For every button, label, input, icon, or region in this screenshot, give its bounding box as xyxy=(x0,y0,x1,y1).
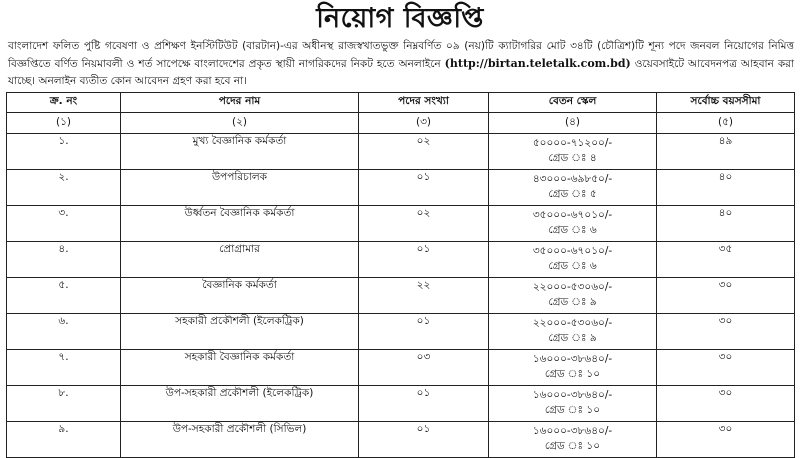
header-post-count: পদের সংখ্যা xyxy=(359,93,489,113)
pay-grade: গ্রেড ঃ ৯ xyxy=(548,296,597,308)
serial-cell: ৯. xyxy=(7,422,121,458)
notice-title: নিয়োগ বিজ্ঞপ্তি xyxy=(316,3,484,34)
table-row xyxy=(7,314,795,350)
post-count-cell: ০১ xyxy=(359,170,489,206)
column-number: (১) xyxy=(7,113,121,134)
post-name-cell: বৈজ্ঞানিক কর্মকর্তা xyxy=(121,278,359,314)
post-count-cell: ০২ xyxy=(359,206,489,242)
table-row xyxy=(7,350,795,386)
post-name-cell: উপ-সহকারী প্রকৌশলী (সিভিল) xyxy=(121,422,359,458)
application-website-link[interactable]: (http://birtan.teletalk.com.bd) xyxy=(444,57,631,70)
pay-scale-range: ৪৩০০০-৬৯৮৫০/- xyxy=(532,173,613,185)
pay-scale-cell xyxy=(489,278,657,314)
pay-scale-range: ১৬০০০-৩৮৬৪০/- xyxy=(532,425,613,437)
max-age-cell: ৩০ xyxy=(657,350,795,386)
pay-scale-cell xyxy=(489,386,657,422)
column-number-row xyxy=(7,113,795,134)
table-row xyxy=(7,170,795,206)
pay-scale-cell xyxy=(489,422,657,458)
max-age-cell: ৩০ xyxy=(657,314,795,350)
pay-scale-cell xyxy=(489,350,657,386)
column-number: (৪) xyxy=(489,113,657,134)
post-count-cell: ০১ xyxy=(359,386,489,422)
table-row xyxy=(7,206,795,242)
serial-cell: ১. xyxy=(7,134,121,170)
pay-grade: গ্রেড ঃ ৪ xyxy=(548,152,597,164)
pay-scale-range: ৩৫০০০-৬৭০১০/- xyxy=(532,245,613,257)
pay-scale-range: ১৬০০০-৩৮৬৪০/- xyxy=(532,353,613,365)
max-age-cell: ৪০ xyxy=(657,170,795,206)
post-count-cell: ০২ xyxy=(359,134,489,170)
pay-scale-cell xyxy=(489,242,657,278)
intro-text-part2: ওয়েবসাইটে আবেদনপত্র আহবান করা যাচ্ছে। অনলাইন ব্যতীত কোন আবেদন গ্রহণ করা হবে না। xyxy=(8,58,794,87)
vacancy-table xyxy=(6,92,795,458)
post-name-cell: উপপরিচালক xyxy=(121,170,359,206)
table-row xyxy=(7,386,795,422)
header-max-age: সর্বোচ্চ বয়সসীমা xyxy=(657,93,795,113)
max-age-cell: ৪০ xyxy=(657,206,795,242)
post-count-cell: ০১ xyxy=(359,242,489,278)
pay-scale-cell xyxy=(489,170,657,206)
serial-cell: ৬. xyxy=(7,314,121,350)
serial-cell: ৪. xyxy=(7,242,121,278)
pay-grade: গ্রেড ঃ ৬ xyxy=(548,224,597,236)
pay-scale-range: ৩৫০০০-৬৭০১০/- xyxy=(532,209,613,221)
pay-grade: গ্রেড ঃ ১০ xyxy=(544,440,601,452)
max-age-cell: ৩৫ xyxy=(657,242,795,278)
pay-scale-cell xyxy=(489,206,657,242)
table-row xyxy=(7,422,795,458)
max-age-cell: ৩০ xyxy=(657,278,795,314)
pay-scale-range: ২২০০০-৫৩০৬০/- xyxy=(532,317,613,329)
max-age-cell: ৪৯ xyxy=(657,134,795,170)
pay-grade: গ্রেড ঃ ১০ xyxy=(544,368,601,380)
serial-cell: ৩. xyxy=(7,206,121,242)
serial-cell: ২. xyxy=(7,170,121,206)
post-name-cell: উপ-সহকারী প্রকৌশলী (ইলেকট্রিক) xyxy=(121,386,359,422)
pay-scale-range: ১৬০০০-৩৮৬৪০/- xyxy=(532,389,613,401)
table-row xyxy=(7,242,795,278)
max-age-cell: ৩০ xyxy=(657,386,795,422)
column-number: (২) xyxy=(121,113,359,134)
pay-grade: গ্রেড ঃ ৯ xyxy=(548,332,597,344)
table-row xyxy=(7,134,795,170)
serial-cell: ৭. xyxy=(7,350,121,386)
post-count-cell: ২২ xyxy=(359,278,489,314)
pay-scale-range: ২২০০০-৫৩০৬০/- xyxy=(532,281,613,293)
header-serial: ক্র. নং xyxy=(7,93,121,113)
column-number: (৩) xyxy=(359,113,489,134)
notice-intro xyxy=(8,38,794,90)
post-count-cell: ০৩ xyxy=(359,350,489,386)
pay-scale-range: ৫০০০০-৭১২০০/- xyxy=(532,137,613,149)
intro-text-part1: বাংলাদেশ ফলিত পুষ্টি গবেষণা ও প্রশিক্ষণ ইনস্টিটিউট (বারটান)-এর অধীনস্থ রাজস্বখাতভুক্ত নিম্নবর্ণিত ০৯ (নয়)টি ক্যাটাগরির মোট ৩৪টি (চৌত্রিশ)টি শূন্য পদে জনবল নিয়োগের নিমিত্ত বিজ্ঞপ্তিতে বর্ণিত নিয়মাবলী ও শর্ত সাপেক্ষে বাংলাদেশের প্রকৃত স্থায়ী নাগরিকদের নিকট হতে অনলাইনে xyxy=(8,40,794,70)
post-name-cell: সহকারী বৈজ্ঞানিক কর্মকর্তা xyxy=(121,350,359,386)
header-pay-scale: বেতন স্কেল xyxy=(489,93,657,113)
header-post-name: পদের নাম xyxy=(121,93,359,113)
post-name-cell: উর্ধ্বতন বৈজ্ঞানিক কর্মকর্তা xyxy=(121,206,359,242)
post-count-cell: ০১ xyxy=(359,422,489,458)
max-age-cell: ৩০ xyxy=(657,422,795,458)
table-header-row xyxy=(7,93,795,113)
post-name-cell: সহকারী প্রকৌশলী (ইলেকট্রিক) xyxy=(121,314,359,350)
pay-scale-cell xyxy=(489,314,657,350)
pay-grade: গ্রেড ঃ ৬ xyxy=(548,260,597,272)
table-row xyxy=(7,278,795,314)
post-name-cell: প্রোগ্রামার xyxy=(121,242,359,278)
pay-scale-cell xyxy=(489,134,657,170)
column-number: (৫) xyxy=(657,113,795,134)
post-name-cell: মুখ্য বৈজ্ঞানিক কর্মকর্তা xyxy=(121,134,359,170)
pay-grade: গ্রেড ঃ ৫ xyxy=(548,188,597,200)
post-count-cell: ০১ xyxy=(359,314,489,350)
serial-cell: ৫. xyxy=(7,278,121,314)
pay-grade: গ্রেড ঃ ১০ xyxy=(544,404,601,416)
serial-cell: ৮. xyxy=(7,386,121,422)
